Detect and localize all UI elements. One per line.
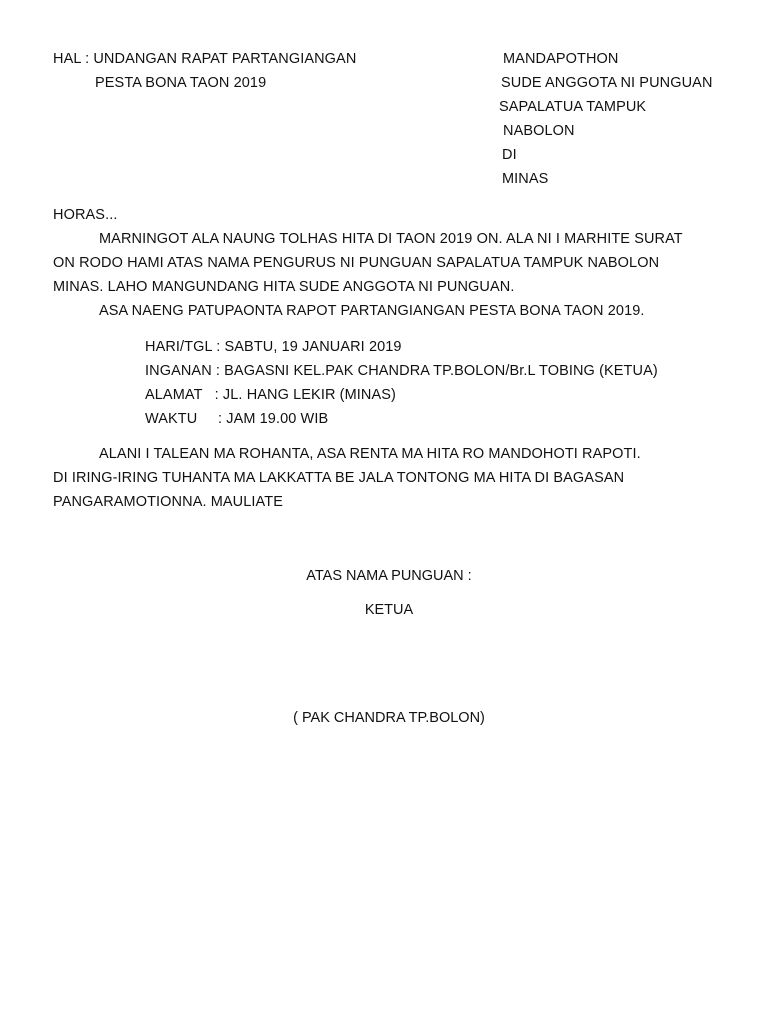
recipient-line: SUDE ANGGOTA NI PUNGUAN <box>501 75 713 91</box>
recipient-line: DI <box>502 147 517 163</box>
recipient-line: NABOLON <box>503 123 575 139</box>
subject-line-1: HAL : UNDANGAN RAPAT PARTANGIANGAN <box>53 51 357 67</box>
greeting: HORAS... <box>53 207 118 223</box>
recipient-line: MANDAPOTHON <box>503 51 619 67</box>
subject-line-2: PESTA BONA TAON 2019 <box>95 75 267 91</box>
detail-time: WAKTU : JAM 19.00 WIB <box>145 411 329 427</box>
paragraph-1-line: MARNINGOT ALA NAUNG TOLHAS HITA DI TAON 2019 ON. ALA NI I MARHITE SURAT <box>99 231 683 247</box>
paragraph-1-line: MINAS. LAHO MANGUNDANG HITA SUDE ANGGOTA NI PUNGUAN. <box>53 279 515 295</box>
detail-venue: INGANAN : BAGASNI KEL.PAK CHANDRA TP.BOLON/Br.L TOBING (KETUA) <box>145 363 658 379</box>
recipient-line: MINAS <box>502 171 549 187</box>
closing-line: PANGARAMOTIONNA. MAULIATE <box>53 494 283 510</box>
signature-on-behalf: ATAS NAMA PUNGUAN : <box>306 568 472 584</box>
detail-address: ALAMAT : JL. HANG LEKIR (MINAS) <box>145 387 396 403</box>
signature-role: KETUA <box>364 602 414 618</box>
detail-date: HARI/TGL : SABTU, 19 JANUARI 2019 <box>145 339 402 355</box>
signature-name: ( PAK CHANDRA TP.BOLON) <box>293 710 485 726</box>
closing-line: DI IRING-IRING TUHANTA MA LAKKATTA BE JALA TONTONG MA HITA DI BAGASAN <box>53 470 625 486</box>
closing-line: ALANI I TALEAN MA ROHANTA, ASA RENTA MA HITA RO MANDOHOTI RAPOTI. <box>99 446 641 462</box>
paragraph-2: ASA NAENG PATUPAONTA RAPOT PARTANGIANGAN PESTA BONA TAON 2019. <box>99 303 645 319</box>
recipient-line: SAPALATUA TAMPUK <box>499 99 647 115</box>
paragraph-1-line: ON RODO HAMI ATAS NAMA PENGURUS NI PUNGUAN SAPALATUA TAMPUK NABOLON <box>53 255 660 271</box>
